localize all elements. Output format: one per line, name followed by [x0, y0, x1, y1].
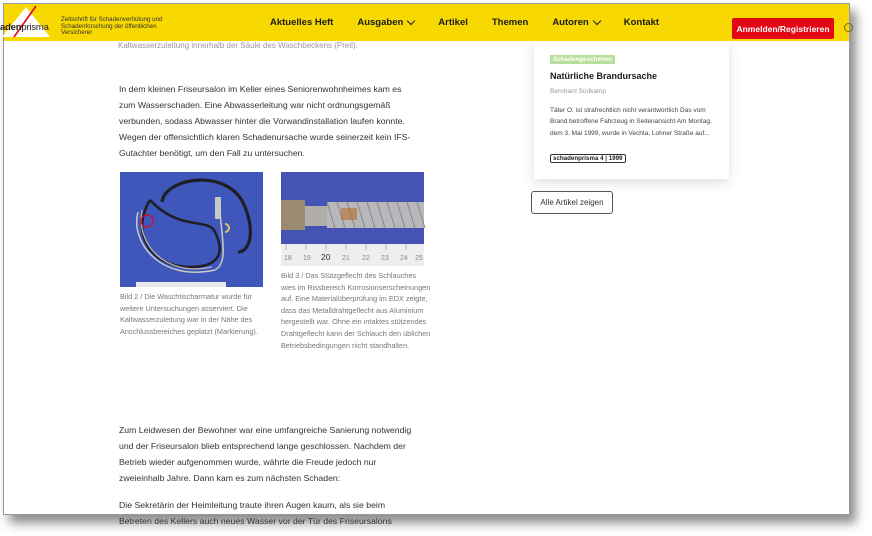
logo-text-right: prisma	[21, 22, 49, 33]
ruler-label: 21	[342, 255, 350, 262]
card-author[interactable]: Bernhard Südkamp	[550, 88, 607, 95]
nav-autoren[interactable]: Autoren	[552, 17, 599, 28]
nav-artikel[interactable]: Artikel	[438, 17, 468, 28]
previous-figure-caption: Kaltwasserzuleitung innerhalb der Säule des Waschbeckens (Preil).	[118, 41, 358, 50]
logo-text-left: aden	[0, 22, 22, 33]
ruler-label: 23	[381, 255, 389, 262]
site-tagline: Zeitschrift für Schadenverhütung und Schadenforschung der öffentlichen Versicherer	[61, 16, 163, 37]
article-paragraph: Zum Leidwesen der Bewohner war eine umfangreiche Sanierung notwendig und der Friseursalon blieb entsprechend lange geschlossen. Nachdem der Betrieb wieder aufgenommen wurde, währte die Freude jedoch nur zweieinhalb Jahre. Dann kam es zum nächsten Schaden:	[119, 425, 412, 483]
article-paragraph: In dem kleinen Friseursalon im Keller eines Seniorenwohnheimes kam es zum Wasserschaden. Eine Abwasserleitung war nicht ordnungsgemäß verbunden, sodass Abwasser hinter die Vorwandinstallation laufen konnte. Wegen der offensichtlich klaren Schadenursache wurde seinerzeit kein IFS-Gutachter benötigt, um den Fall zu untersuchen.	[119, 84, 411, 158]
site-header	[0, 4, 849, 41]
ruler-label: 18	[284, 255, 292, 262]
article-paragraph: Die Sekretärin der Heimleitung traute ihren Augen kaum, als sie beim Betreten des Kellers auch neues Wasser vor der Tür des Friseursalons	[119, 500, 392, 526]
ruler-label: 22	[362, 255, 370, 262]
figure-image-faucet-hoses[interactable]	[120, 172, 263, 287]
chevron-down-icon	[592, 16, 600, 24]
login-register-button[interactable]: Anmelden/Registrieren	[732, 18, 834, 39]
ruler-label: 25	[415, 255, 423, 262]
browser-window	[0, 3, 850, 526]
card-excerpt: Täter O. ist strafrechtlich nicht verantwortlich Das vom Brand betroffene Fahrzeug in Seitenansicht Am Montag, dem 3. Mai 1999, wurde in Vechta, Lohner Straße auf...	[550, 107, 712, 137]
nav-themen[interactable]: Themen	[491, 17, 529, 28]
site-logo[interactable]	[0, 5, 52, 39]
chevron-down-icon	[407, 16, 415, 24]
all-articles-button[interactable]: Alle Artikel zeigen	[531, 191, 613, 214]
issue-tag[interactable]: schadenprisma 4 | 1999	[550, 154, 626, 163]
ruler-label: 19	[303, 255, 311, 262]
nav-kontakt[interactable]: Kontakt	[623, 17, 660, 28]
card-title[interactable]: Natürliche Brandursache	[550, 71, 658, 81]
ruler-label: 20	[321, 252, 331, 262]
category-badge[interactable]: Schadengeschehen	[550, 55, 615, 64]
figure-caption: Bild 2 / Die Waschtischarmatur wurde für weitere Untersuchungen asserviert. Die Kaltwasserzuleitung war in der Nähe des Anschlussbereiches geplatzt (Markierung).	[120, 292, 258, 336]
related-article-card[interactable]	[534, 41, 729, 179]
ruler-label: 24	[400, 255, 408, 262]
figure-caption: Bild 3 / Das Stützgeflecht des Schlauches wies im Rissbereich Korrosionserscheinungen auf. Eine Materialüberprüfung im EDX zeigte, dass das Metalldrahtgeflecht aus Aluminium hergestellt war. Ohne ein intaktes stützendes Drahtgeflecht kann der Schlauch den üblichen Betriebsbedingungen nicht standhalten.	[281, 271, 431, 350]
nav-aktuelles-heft[interactable]: Aktuelles Heft	[270, 17, 334, 28]
figure-image-hose-braid[interactable]	[281, 172, 424, 266]
nav-ausgaben[interactable]: Ausgaben	[357, 17, 414, 28]
main-nav	[270, 4, 683, 41]
page-content	[4, 41, 849, 526]
search-icon[interactable]	[844, 23, 853, 32]
